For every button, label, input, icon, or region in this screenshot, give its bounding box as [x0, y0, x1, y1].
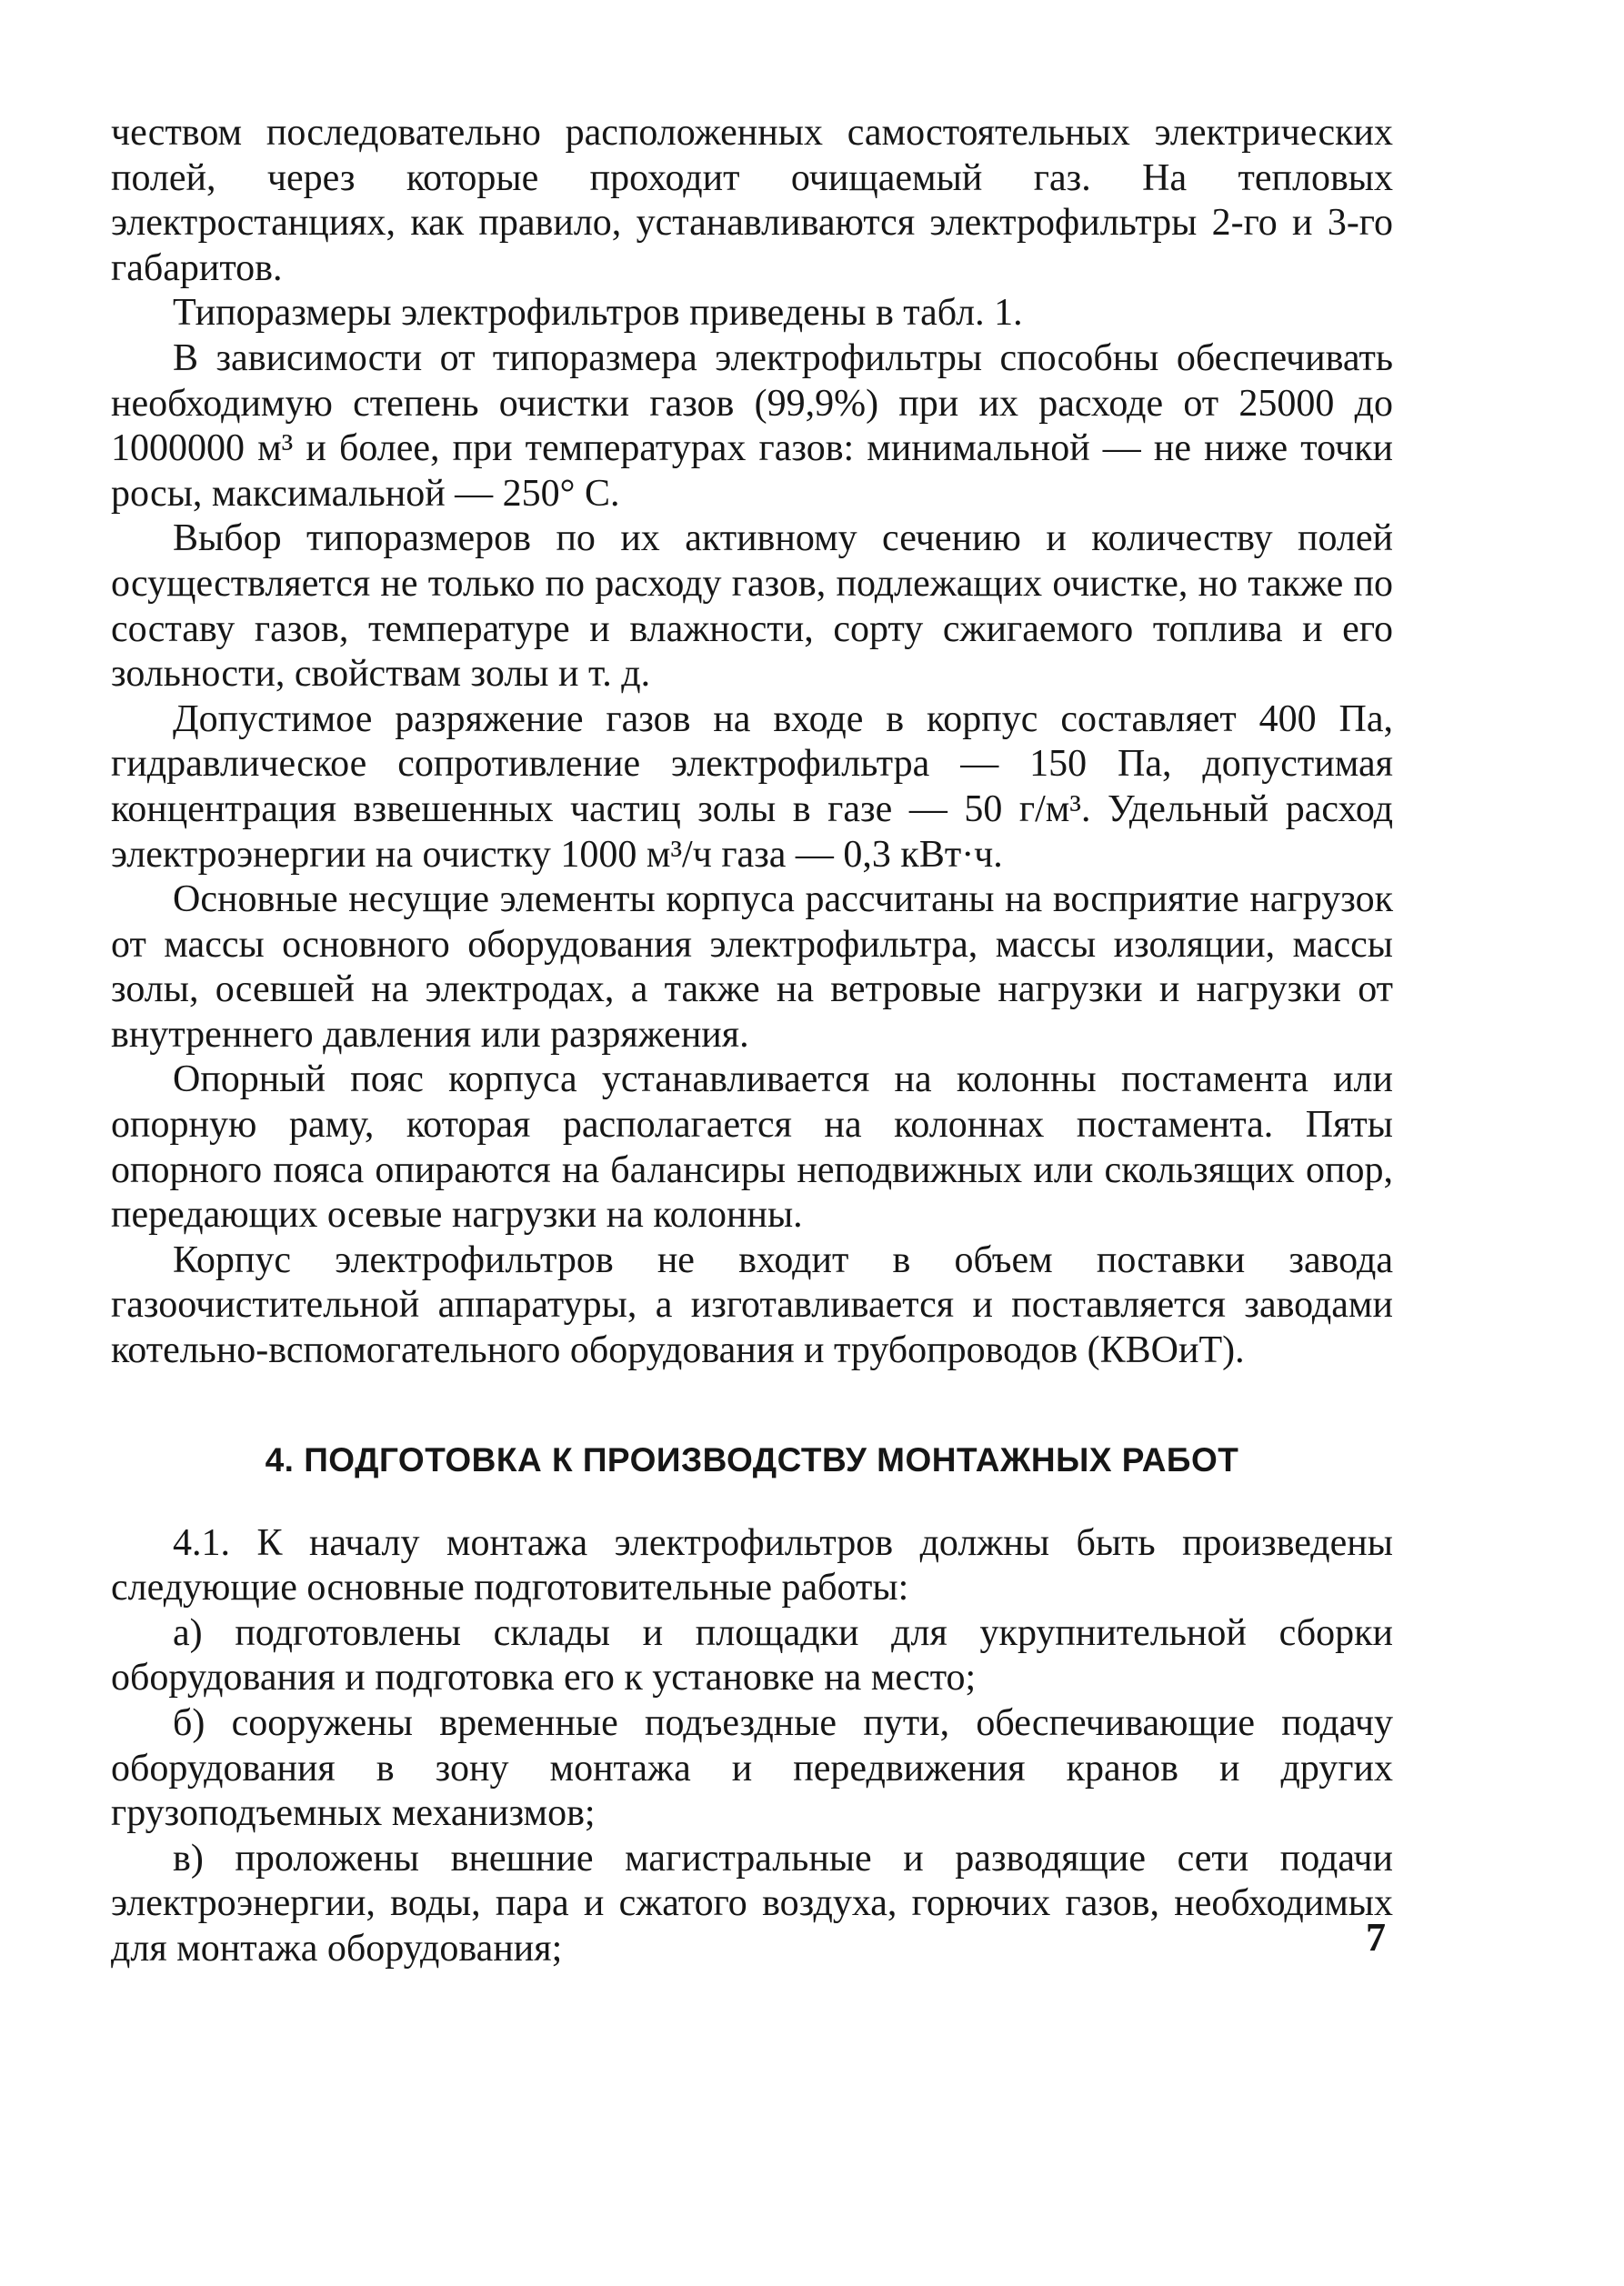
paragraph-4-1: 4.1. К началу монтажа электрофильтров должны быть произведены следующие основные подготовительные работы:: [111, 1521, 1393, 1609]
page-number: 7: [1366, 1915, 1386, 1960]
paragraph-load-bearing: Основные несущие элементы корпуса рассчитаны на восприятие нагрузок от массы основного оборудования электрофильтра, массы изоляции, массы золы, осевшей на электродах, а также на ветровые нагрузки и нагрузки от внутреннего давления или разряжения.: [111, 878, 1393, 1056]
list-item-b: б) сооружены временные подъездные пути, обеспечивающие подачу оборудования в зону монтажа и передвижения кранов и других грузоподъемных механизмов;: [111, 1702, 1393, 1835]
paragraph-continuation: чеством последовательно расположенных самостоятельных электрических полей, через которые проходит очищаемый газ. На тепловых электростанциях, как правило, устанавливаются электрофильтры 2-го и 3-го габаритов.: [111, 112, 1393, 289]
paragraph-parameters: Допустимое разряжение газов на входе в корпус составляет 400 Па, гидравлическое сопротивление электрофильтра — 150 Па, допустимая концентрация взвешенных частиц золы в газе — 50 г/м³. Удельный расход электроэнергии на очистку 1000 м³/ч газа — 0,3 кВт·ч.: [111, 697, 1393, 876]
section-heading: 4. ПОДГОТОВКА К ПРОИЗВОДСТВУ МОНТАЖНЫХ РАБОТ: [265, 1440, 1239, 1479]
document-page: [111, 111, 1393, 1972]
paragraph-housing-supply: Корпус электрофильтров не входит в объем поставки завода газоочистительной аппаратуры, а изготавливается и поставляется заводами котельно-вспомогательного оборудования и трубопроводов (КВОиТ).: [111, 1238, 1393, 1372]
paragraph-support-belt: Опорный пояс корпуса устанавливается на колонны постамента или опорную раму, которая располагается на колоннах постамента. Пяты опорного пояса опираются на балансиры неподвижных или скользящих опор, передающих осевые нагрузки на колонны.: [111, 1058, 1393, 1237]
list-item-a: а) подготовлены склады и площадки для укрупнительной сборки оборудования и подготовка его к установке на место;: [111, 1611, 1393, 1699]
paragraph-typesizes: Типоразмеры электрофильтров приведены в табл. 1.: [173, 292, 1023, 335]
paragraph-selection: Выбор типоразмеров по их активному сечению и количеству полей осуществляется не только по расходу газов, подлежащих очистке, но также по составу газов, температуре и влажности, сорту сжигаемого топлива и его зольности, свойствам золы и т. д.: [111, 517, 1393, 696]
list-item-v: в) проложены внешние магистральные и разводящие сети подачи электроэнергии, воды, пара и сжатого воздуха, горючих газов, необходимых для монтажа оборудования;: [111, 1837, 1393, 1970]
paragraph-cleaning-degree: В зависимости от типоразмера электрофильтры способны обеспечивать необходимую степень очистки газов (99,9%) при их расходе от 25000 до 1000000 м³ и более, при температурах газов: минимальной — не ниже точки росы, максимальной — 250° С.: [111, 336, 1393, 515]
